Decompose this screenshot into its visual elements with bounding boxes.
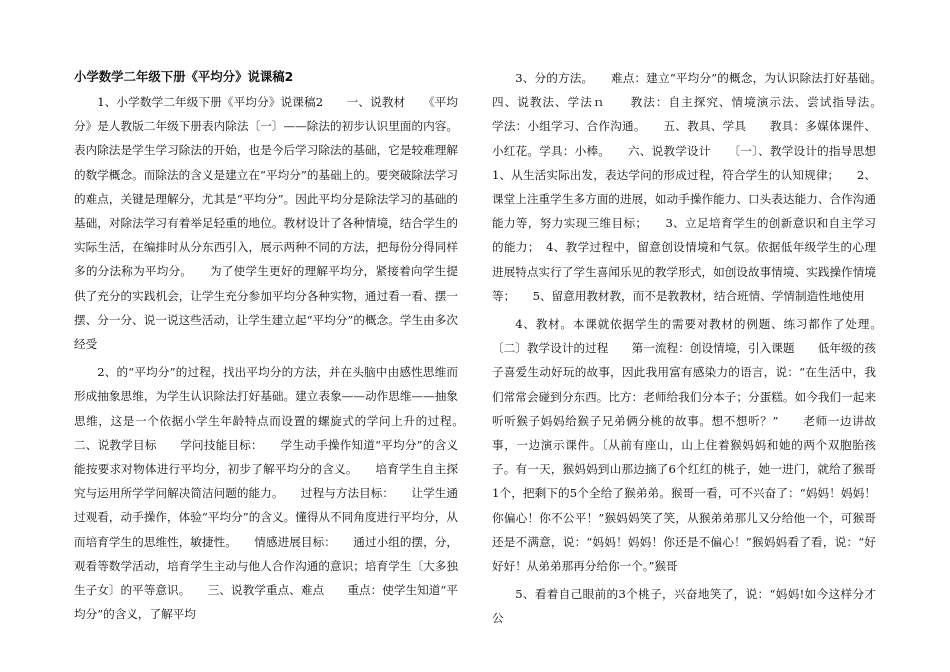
left-column (74, 66, 482, 630)
paragraph-1: 1、小学数学二年级下册《平均分》说课稿2 一、说教材 《平均分》是人教版二年级下册表内除法〔一〕——除法的初步认识里面的内容。表内除法是学生学习除法的开始，也是今后学习除法的基础，它是较难理解的数学概念。而除法的含义是建立在“平均分”的基础上的。要突破除法学习的难点，关键是理解分，尤其是“平均分”。因此平均分是除法学习的基础的基础，对除法学习有着举足轻重的地位。教材设计了各种情境，结合学生的实际生活，在编排时从分东西引入，展示两种不同的方法，把每份分得同样多的分法称为平均分。 为了使学生更好的理解平均分，紧接着向学生提供了充分的实践机会，让学生充分参加平均分各种实物，通过看一看、摆一摆、分一分、说一说这些活动，让学生建立起“平均分”的概念。学生由多次经受 (74, 95, 458, 352)
paragraph-2: 2、的“平均分”的过程，找出平均分的方法，并在头脑中由感性思维而形成抽象思维，为学生认识除法打好基础。建立表象——动作思维——抽象思维，这是一个依据小学生年龄特点而设置的螺旋式的学问上升的过程。 二、说教学目标 学问技能目标： 学生动手操作知道“平均分”的含义能按要求对物体进行平均分，初步了解平均分的含义。 培育学生自主探究与运用所学学问解决简洁问题的能力。 过程与方法目标： 让学生通过观看，动手操作，体验“平均分”的含义。懂得从不同角度进行平均分，从而培育学生的思维性，敏捷性。 情感进展目标： 通过小组的摆，分，观看等数学活动，培育学生主动与他人合作沟通的意识；培育学生〔大多独生子女〕的平等意识。 三、说教学重点、难点 重点：使学生知道“平均分”的含义，了解平均 (74, 365, 482, 622)
right-column (492, 66, 900, 635)
paragraph-4: 4、教材。本课就依据学生的需要对教材的例题、练习都作了处理。 〔二〕教学设计的过程 第一流程：创设情境，引入课题 低年级的孩子喜爱生动好玩的故事，因此我用富有感染力的语言，说：“在生活中，我们常常会碰到分东西。比方：老师给我们分本子；分蛋糕。如今我们一起来听听猴子妈妈给猴子兄弟俩分桃的故事。想不想听？” 老师一边讲故事，一边演示课件。〔从前有座山，山上住着猴妈妈和她的两个双胞胎孩子。有一天，猴妈妈到山那边摘了6个红红的桃子，她一进门，就给了猴哥1个，把剩下的5个全给了猴弟弟。猴哥一看，可不兴奋了：“妈妈！妈妈！你偏心！你不公平！”猴妈妈笑了笑，从猴弟弟那儿又分给他一个，可猴哥还是不满意，说：“妈妈！妈妈！你还是不偏心！”猴妈妈看了看，说：“好好好！从弟弟那再分给你一个。”猴哥 (492, 317, 888, 574)
document-title: 小学数学二年级下册《平均分》说课稿2 (74, 69, 294, 84)
paragraph-3: 3、分的方法。 难点：建立“平均分”的概念，为认识除法打好基础。 四、说教法、学法ｎ 教法：自主探究、情境演示法、尝试指导法。 学法：小组学习、合作沟通。 五、教具、学具 教具：多媒体课件、小红花。学具：小棒。 六、说教学设计 〔一〕、教学设计的指导思想 1、从生活实际出发，表达学问的形成过程，符合学生的认知规律； 2、课堂上注重学生多方面的进展，如动手操作能力、口头表达能力、合作沟通能力等，努力实现三维目标； 3、立足培育学生的创新意识和自主学习的能力； 4、教学过程中，留意创设情境和气氛。依据低年级学生的心理进展特点实行了学生喜闻乐见的教学形式，如创设故事情境、实践操作情境等； 5、留意用教材教，而不是教教材，结合班情、学情制造性地使用 (492, 71, 900, 303)
paragraph-5: 5、看着自己眼前的3个桃子，兴奋地笑了，说：“妈妈!如今这样分才公 (492, 587, 876, 626)
